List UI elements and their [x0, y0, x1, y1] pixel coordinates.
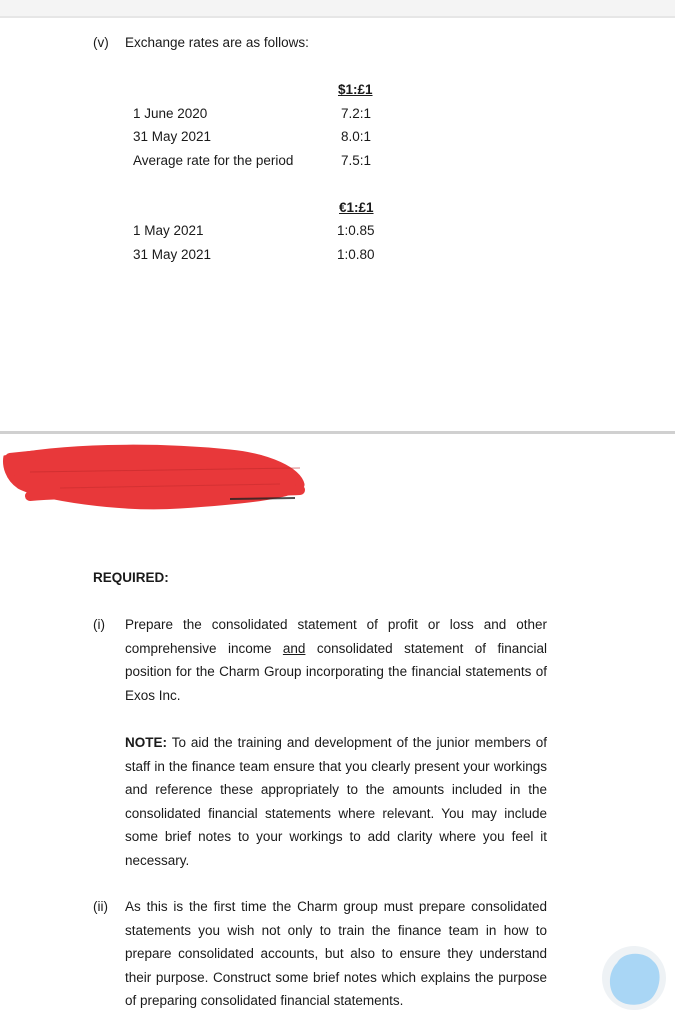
item-marker-i: (i) — [93, 617, 105, 632]
item-i-underlined: and — [282, 640, 306, 656]
usd-row-date: 1 June 2020 — [133, 106, 208, 121]
usd-row-date: 31 May 2021 — [133, 129, 212, 144]
section-intro: Exchange rates are as follows: — [125, 35, 309, 50]
item-ii-text: As this is the first time the Charm group must prepare consolidated statements you wish not only to train the finance team in how to prepare consolidated accounts, but also to ensure they understand their purpose. Construct some brief notes which explains the purpose of preparing consolidated financial statements. — [125, 899, 547, 1008]
eur-rate-header: €1:£1 — [339, 200, 374, 215]
item-i-text — [125, 613, 547, 707]
eur-row-rate: 1:0.85 — [337, 223, 375, 238]
blue-blob-icon — [601, 945, 667, 1011]
top-band-edge — [0, 16, 675, 18]
eur-row-date: 1 May 2021 — [133, 223, 204, 238]
required-heading: REQUIRED: — [93, 570, 169, 585]
note-label: NOTE: — [125, 735, 167, 750]
eur-row-rate: 1:0.80 — [337, 247, 375, 262]
item-i-text-start: Prepare the consolidated statement of profit or loss and other comprehensive income — [125, 617, 547, 656]
redaction-scribble — [0, 438, 320, 518]
top-band — [0, 0, 675, 16]
section-marker-v: (v) — [93, 35, 109, 50]
usd-rate-header: $1:£1 — [338, 82, 373, 97]
note-paragraph — [125, 731, 547, 872]
item-marker-ii: (ii) — [93, 899, 108, 914]
usd-row-date: Average rate for the period — [133, 153, 294, 168]
note-text: To aid the training and development of the junior members of staff in the finance team ensure that you clearly present your workings and reference these appropriately to the amounts included in the consolidated financial statements where relevant. You may include some brief notes to your workings to add clarity where you feel it necessary. — [125, 735, 547, 868]
usd-row-rate: 7.2:1 — [341, 106, 372, 121]
eur-row-date: 31 May 2021 — [133, 247, 212, 262]
usd-row-rate: 8.0:1 — [341, 129, 372, 144]
item-i-text-end: consolidated statement of financial position for the Charm Group incorporating the financial statements of Exos Inc. — [125, 640, 547, 703]
usd-row-rate: 7.5:1 — [341, 153, 372, 168]
